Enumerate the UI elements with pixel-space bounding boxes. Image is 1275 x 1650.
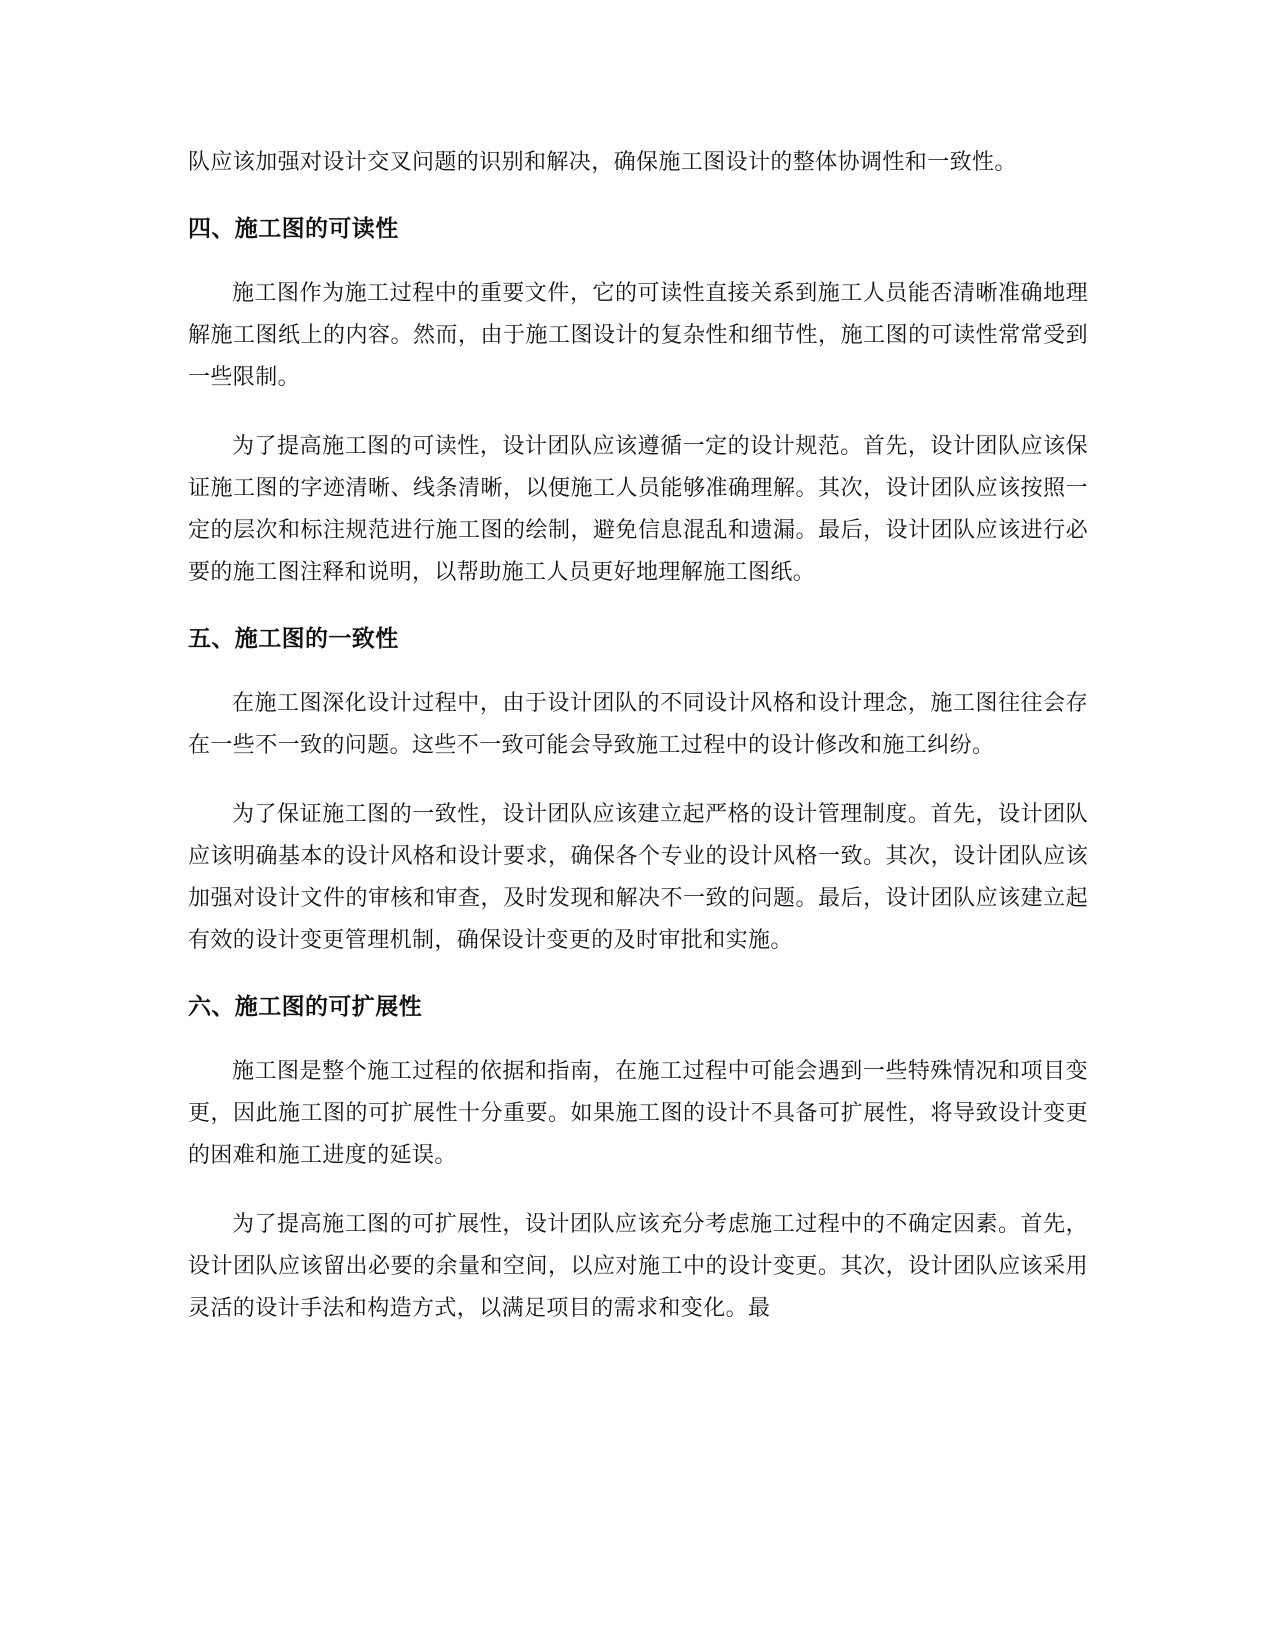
section-heading: 五、施工图的一致性 — [188, 626, 399, 652]
body-paragraph: 施工图是整个施工过程的依据和指南，在施工过程中可能会遇到一些特殊情况和项目变更，因此施工图的可扩展性十分重要。如果施工图的设计不具备可扩展性，将导致设计变更的困难和施工进度的延误。 — [188, 1059, 1088, 1168]
body-paragraph: 在施工图深化设计过程中，由于设计团队的不同设计风格和设计理念，施工图往往会存在一些不一致的问题。这些不一致可能会导致施工过程中的设计修改和施工纠纷。 — [188, 691, 1088, 758]
section-heading: 六、施工图的可扩展性 — [188, 994, 422, 1020]
document-body — [188, 142, 1088, 1357]
section-consistency — [188, 621, 1088, 962]
body-paragraph: 为了保证施工图的一致性，设计团队应该建立起严格的设计管理制度。首先，设计团队应该明确基本的设计风格和设计要求，确保各个专业的设计风格一致。其次，设计团队应该加强对设计文件的审核和审查，及时发现和解决不一致的问题。最后，设计团队应该建立起有效的设计变更管理机制，确保设计变更的及时审批和实施。 — [188, 802, 1088, 953]
section-extensibility — [188, 989, 1088, 1330]
body-paragraph: 为了提高施工图的可扩展性，设计团队应该充分考虑施工过程中的不确定因素。首先，设计团队应该留出必要的余量和空间，以应对施工中的设计变更。其次，设计团队应该采用灵活的设计手法和构造方式，以满足项目的需求和变化。最 — [188, 1212, 1088, 1321]
body-paragraph: 施工图作为施工过程中的重要文件，它的可读性直接关系到施工人员能否清晰准确地理解施工图纸上的内容。然而，由于施工图设计的复杂性和细节性，施工图的可读性常常受到一些限制。 — [188, 281, 1088, 390]
section-heading: 四、施工图的可读性 — [188, 216, 399, 242]
continuation-paragraph: 队应该加强对设计交叉问题的识别和解决，确保施工图设计的整体协调性和一致性。 — [188, 150, 1017, 175]
body-paragraph: 为了提高施工图的可读性，设计团队应该遵循一定的设计规范。首先，设计团队应该保证施工图的字迹清晰、线条清晰，以便施工人员能够准确理解。其次，设计团队应该按照一定的层次和标注规范进行施工图的绘制，避免信息混乱和遗漏。最后，设计团队应该进行必要的施工图注释和说明，以帮助施工人员更好地理解施工图纸。 — [188, 434, 1088, 585]
section-readability — [188, 211, 1088, 594]
